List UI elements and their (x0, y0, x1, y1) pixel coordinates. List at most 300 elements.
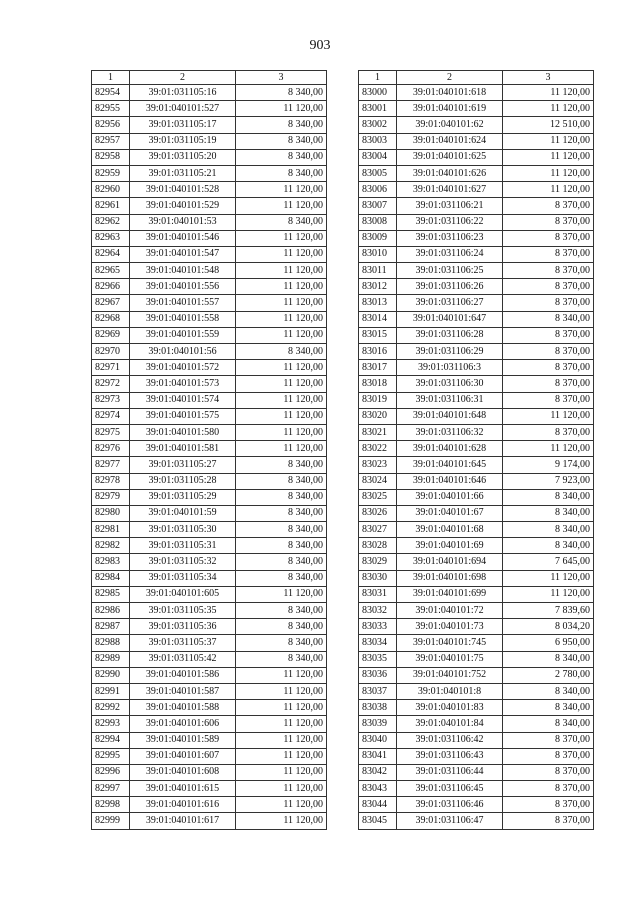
row-value: 7 923,00 (503, 473, 594, 489)
table-row (359, 408, 594, 424)
row-index: 82977 (92, 457, 130, 473)
table-row (92, 311, 327, 327)
row-value: 11 120,00 (236, 716, 327, 732)
row-index: 83032 (359, 603, 397, 619)
cadastral-number: 39:01:040101:557 (130, 295, 236, 311)
row-index: 82956 (92, 117, 130, 133)
cadastral-number: 39:01:040101:606 (130, 716, 236, 732)
row-index: 82971 (92, 360, 130, 376)
cadastral-number: 39:01:040101:84 (397, 716, 503, 732)
row-index: 82960 (92, 182, 130, 198)
row-index: 83006 (359, 182, 397, 198)
cadastral-number: 39:01:040101:546 (130, 230, 236, 246)
row-value: 8 370,00 (503, 327, 594, 343)
row-value: 8 370,00 (503, 424, 594, 440)
cadastral-number: 39:01:031106:31 (397, 392, 503, 408)
cadastral-number: 39:01:040101:556 (130, 279, 236, 295)
row-index: 83035 (359, 651, 397, 667)
cadastral-number: 39:01:040101:547 (130, 246, 236, 262)
row-value: 11 120,00 (503, 149, 594, 165)
table-row (359, 376, 594, 392)
table-row (359, 133, 594, 149)
row-value: 8 340,00 (236, 651, 327, 667)
table-row (359, 392, 594, 408)
cadastral-number: 39:01:040101:580 (130, 424, 236, 440)
cadastral-number: 39:01:040101:626 (397, 165, 503, 181)
table-row (92, 781, 327, 797)
cadastral-number: 39:01:040101:558 (130, 311, 236, 327)
header-row (359, 71, 594, 85)
row-index: 82963 (92, 230, 130, 246)
table-row (92, 295, 327, 311)
row-value: 11 120,00 (236, 700, 327, 716)
cadastral-number: 39:01:040101:625 (397, 149, 503, 165)
cadastral-number: 39:01:031105:28 (130, 473, 236, 489)
row-index: 83015 (359, 327, 397, 343)
row-index: 83030 (359, 570, 397, 586)
cadastral-number: 39:01:040101:745 (397, 635, 503, 651)
table-row (92, 392, 327, 408)
table-row (92, 473, 327, 489)
table-row (359, 473, 594, 489)
table-row (359, 424, 594, 440)
row-value: 8 370,00 (503, 813, 594, 829)
row-value: 8 340,00 (236, 133, 327, 149)
row-value: 11 120,00 (236, 295, 327, 311)
cadastral-number: 39:01:031105:27 (130, 457, 236, 473)
row-index: 83028 (359, 538, 397, 554)
table-row (92, 683, 327, 699)
row-value: 8 340,00 (236, 214, 327, 230)
row-index: 82973 (92, 392, 130, 408)
row-index: 83026 (359, 505, 397, 521)
row-index: 83044 (359, 797, 397, 813)
row-value: 8 370,00 (503, 344, 594, 360)
header-col-2: 2 (397, 71, 503, 85)
right-table-body (359, 85, 594, 830)
row-index: 83010 (359, 246, 397, 262)
header-col-3: 3 (503, 71, 594, 85)
row-value: 8 340,00 (236, 522, 327, 538)
cadastral-number: 39:01:031106:27 (397, 295, 503, 311)
header-row (92, 71, 327, 85)
row-value: 11 120,00 (503, 133, 594, 149)
row-index: 83011 (359, 263, 397, 279)
cadastral-number: 39:01:040101:589 (130, 732, 236, 748)
cadastral-number: 39:01:031105:37 (130, 635, 236, 651)
row-index: 82974 (92, 408, 130, 424)
row-value: 8 340,00 (503, 651, 594, 667)
row-value: 8 370,00 (503, 214, 594, 230)
row-value: 8 370,00 (503, 295, 594, 311)
table-row (92, 732, 327, 748)
row-value: 8 340,00 (236, 344, 327, 360)
row-index: 83012 (359, 279, 397, 295)
table-row (92, 716, 327, 732)
row-index: 83018 (359, 376, 397, 392)
cadastral-number: 39:01:040101:645 (397, 457, 503, 473)
row-index: 82983 (92, 554, 130, 570)
cadastral-number: 39:01:040101:646 (397, 473, 503, 489)
cadastral-number: 39:01:031106:28 (397, 327, 503, 343)
row-index: 82975 (92, 424, 130, 440)
header-col-2: 2 (130, 71, 236, 85)
cadastral-number: 39:01:040101:616 (130, 797, 236, 813)
row-value: 8 370,00 (503, 781, 594, 797)
cadastral-number: 39:01:031105:31 (130, 538, 236, 554)
row-index: 82967 (92, 295, 130, 311)
table-row (92, 748, 327, 764)
row-index: 82966 (92, 279, 130, 295)
row-index: 83022 (359, 441, 397, 457)
row-value: 11 120,00 (236, 408, 327, 424)
row-index: 82969 (92, 327, 130, 343)
row-value: 8 370,00 (503, 748, 594, 764)
row-value: 8 370,00 (503, 376, 594, 392)
row-value: 8 340,00 (236, 85, 327, 101)
row-index: 83005 (359, 165, 397, 181)
table-row (92, 246, 327, 262)
table-row (92, 424, 327, 440)
table-row (359, 198, 594, 214)
table-row (92, 198, 327, 214)
cadastral-number: 39:01:040101:607 (130, 748, 236, 764)
table-row (92, 263, 327, 279)
table-row (359, 85, 594, 101)
row-value: 8 370,00 (503, 360, 594, 376)
table-row (359, 344, 594, 360)
row-value: 7 645,00 (503, 554, 594, 570)
row-value: 8 370,00 (503, 263, 594, 279)
row-index: 82976 (92, 441, 130, 457)
table-row (92, 85, 327, 101)
row-index: 83021 (359, 424, 397, 440)
row-index: 83013 (359, 295, 397, 311)
row-index: 82981 (92, 522, 130, 538)
table-row (92, 570, 327, 586)
row-index: 82954 (92, 85, 130, 101)
cadastral-number: 39:01:040101:628 (397, 441, 503, 457)
table-row (359, 101, 594, 117)
row-index: 83038 (359, 700, 397, 716)
row-index: 82999 (92, 813, 130, 829)
row-index: 82964 (92, 246, 130, 262)
row-value: 8 340,00 (236, 149, 327, 165)
row-index: 83003 (359, 133, 397, 149)
cadastral-number: 39:01:040101:608 (130, 764, 236, 780)
row-value: 11 120,00 (236, 246, 327, 262)
cadastral-number: 39:01:040101:575 (130, 408, 236, 424)
row-value: 8 340,00 (236, 538, 327, 554)
cadastral-number: 39:01:040101:586 (130, 667, 236, 683)
table-row (359, 522, 594, 538)
row-value: 8 340,00 (236, 635, 327, 651)
row-value: 8 340,00 (236, 165, 327, 181)
cadastral-number: 39:01:031106:43 (397, 748, 503, 764)
row-index: 82959 (92, 165, 130, 181)
table-row (359, 667, 594, 683)
row-index: 83039 (359, 716, 397, 732)
row-value: 8 340,00 (236, 473, 327, 489)
table-row (92, 554, 327, 570)
row-value: 11 120,00 (236, 327, 327, 343)
cadastral-number: 39:01:031105:21 (130, 165, 236, 181)
row-index: 82986 (92, 603, 130, 619)
cadastral-number: 39:01:031106:30 (397, 376, 503, 392)
row-value: 11 120,00 (236, 230, 327, 246)
row-value: 8 340,00 (236, 570, 327, 586)
cadastral-number: 39:01:031105:34 (130, 570, 236, 586)
cadastral-number: 39:01:040101:647 (397, 311, 503, 327)
row-index: 83040 (359, 732, 397, 748)
cadastral-number: 39:01:040101:619 (397, 101, 503, 117)
cadastral-number: 39:01:040101:72 (397, 603, 503, 619)
row-value: 2 780,00 (503, 667, 594, 683)
row-index: 82992 (92, 700, 130, 716)
row-index: 82958 (92, 149, 130, 165)
table-row (359, 441, 594, 457)
row-value: 8 340,00 (503, 489, 594, 505)
cadastral-number: 39:01:040101:699 (397, 586, 503, 602)
row-value: 8 370,00 (503, 198, 594, 214)
table-row (359, 117, 594, 133)
row-value: 8 340,00 (503, 716, 594, 732)
table-row (92, 700, 327, 716)
row-value: 11 120,00 (503, 165, 594, 181)
table-row (359, 505, 594, 521)
header-col-1: 1 (359, 71, 397, 85)
row-index: 83029 (359, 554, 397, 570)
table-row (359, 683, 594, 699)
table-row (359, 246, 594, 262)
cadastral-number: 39:01:031105:19 (130, 133, 236, 149)
table-row (359, 538, 594, 554)
table-row (92, 619, 327, 635)
table-row (92, 522, 327, 538)
cadastral-number: 39:01:040101:528 (130, 182, 236, 198)
header-col-3: 3 (236, 71, 327, 85)
row-value: 8 340,00 (236, 554, 327, 570)
row-index: 82970 (92, 344, 130, 360)
table-row (92, 327, 327, 343)
row-index: 83025 (359, 489, 397, 505)
table-row (359, 716, 594, 732)
table-row (359, 489, 594, 505)
cadastral-number: 39:01:031106:42 (397, 732, 503, 748)
row-index: 82962 (92, 214, 130, 230)
row-index: 82997 (92, 781, 130, 797)
table-row (359, 230, 594, 246)
cadastral-number: 39:01:040101:529 (130, 198, 236, 214)
row-index: 83034 (359, 635, 397, 651)
row-index: 82982 (92, 538, 130, 554)
table-row (92, 797, 327, 813)
cadastral-number: 39:01:031105:20 (130, 149, 236, 165)
row-index: 83041 (359, 748, 397, 764)
cadastral-number: 39:01:040101:83 (397, 700, 503, 716)
cadastral-number: 39:01:040101:73 (397, 619, 503, 635)
row-index: 82991 (92, 683, 130, 699)
cadastral-number: 39:01:031106:44 (397, 764, 503, 780)
row-index: 82957 (92, 133, 130, 149)
row-value: 9 174,00 (503, 457, 594, 473)
row-index: 83037 (359, 683, 397, 699)
cadastral-number: 39:01:031106:46 (397, 797, 503, 813)
cadastral-number: 39:01:040101:66 (397, 489, 503, 505)
row-index: 82972 (92, 376, 130, 392)
table-row (92, 813, 327, 829)
table-row (92, 457, 327, 473)
row-index: 83009 (359, 230, 397, 246)
row-index: 82990 (92, 667, 130, 683)
row-index: 82961 (92, 198, 130, 214)
row-value: 11 120,00 (236, 586, 327, 602)
row-index: 82979 (92, 489, 130, 505)
cadastral-number: 39:01:040101:627 (397, 182, 503, 198)
row-value: 11 120,00 (236, 424, 327, 440)
cadastral-number: 39:01:031105:35 (130, 603, 236, 619)
table-row (92, 505, 327, 521)
cadastral-number: 39:01:031105:42 (130, 651, 236, 667)
row-value: 11 120,00 (503, 570, 594, 586)
row-value: 11 120,00 (236, 748, 327, 764)
row-index: 83019 (359, 392, 397, 408)
cadastral-number: 39:01:040101:694 (397, 554, 503, 570)
row-value: 11 120,00 (236, 101, 327, 117)
cadastral-number: 39:01:040101:581 (130, 441, 236, 457)
table-row (92, 538, 327, 554)
cadastral-number: 39:01:040101:617 (130, 813, 236, 829)
row-index: 82989 (92, 651, 130, 667)
table-row (92, 635, 327, 651)
row-value: 8 340,00 (503, 538, 594, 554)
table-row (92, 376, 327, 392)
table-row (359, 813, 594, 829)
cadastral-number: 39:01:031105:30 (130, 522, 236, 538)
row-index: 83001 (359, 101, 397, 117)
cadastral-number: 39:01:031106:21 (397, 198, 503, 214)
table-row (359, 651, 594, 667)
table-row (359, 457, 594, 473)
header-col-1: 1 (92, 71, 130, 85)
table-row (92, 165, 327, 181)
row-value: 8 370,00 (503, 797, 594, 813)
row-value: 11 120,00 (503, 182, 594, 198)
cadastral-number: 39:01:040101:588 (130, 700, 236, 716)
cadastral-number: 39:01:040101:67 (397, 505, 503, 521)
table-row (359, 311, 594, 327)
row-value: 12 510,00 (503, 117, 594, 133)
row-value: 11 120,00 (236, 781, 327, 797)
table-row (359, 781, 594, 797)
row-index: 83016 (359, 344, 397, 360)
row-index: 83024 (359, 473, 397, 489)
row-index: 82987 (92, 619, 130, 635)
cadastral-number: 39:01:040101:527 (130, 101, 236, 117)
cadastral-number: 39:01:040101:53 (130, 214, 236, 230)
row-index: 82994 (92, 732, 130, 748)
row-index: 82988 (92, 635, 130, 651)
row-index: 83031 (359, 586, 397, 602)
row-index: 83000 (359, 85, 397, 101)
cadastral-number: 39:01:031106:24 (397, 246, 503, 262)
cadastral-number: 39:01:040101:68 (397, 522, 503, 538)
table-row (92, 101, 327, 117)
cadastral-number: 39:01:040101:75 (397, 651, 503, 667)
row-value: 8 340,00 (236, 603, 327, 619)
row-index: 83002 (359, 117, 397, 133)
cadastral-number: 39:01:031106:29 (397, 344, 503, 360)
row-index: 83023 (359, 457, 397, 473)
row-value: 11 120,00 (236, 667, 327, 683)
row-index: 82965 (92, 263, 130, 279)
row-value: 11 120,00 (236, 360, 327, 376)
row-value: 11 120,00 (236, 797, 327, 813)
row-index: 83014 (359, 311, 397, 327)
row-index: 83004 (359, 149, 397, 165)
table-row (359, 149, 594, 165)
row-value: 11 120,00 (503, 101, 594, 117)
row-index: 82995 (92, 748, 130, 764)
row-index: 83020 (359, 408, 397, 424)
table-row (92, 149, 327, 165)
right-table (358, 70, 594, 830)
row-value: 8 370,00 (503, 392, 594, 408)
table-row (359, 732, 594, 748)
row-index: 83042 (359, 764, 397, 780)
cadastral-number: 39:01:031106:47 (397, 813, 503, 829)
cadastral-number: 39:01:040101:752 (397, 667, 503, 683)
cadastral-number: 39:01:040101:559 (130, 327, 236, 343)
table-row (359, 279, 594, 295)
cadastral-number: 39:01:031105:16 (130, 85, 236, 101)
table-row (359, 165, 594, 181)
table-row (359, 327, 594, 343)
cadastral-number: 39:01:040101:698 (397, 570, 503, 586)
row-index: 82993 (92, 716, 130, 732)
row-index: 82996 (92, 764, 130, 780)
cadastral-number: 39:01:031105:32 (130, 554, 236, 570)
table-row (359, 748, 594, 764)
row-index: 83043 (359, 781, 397, 797)
row-value: 8 340,00 (236, 619, 327, 635)
row-value: 8 034,20 (503, 619, 594, 635)
row-value: 11 120,00 (503, 85, 594, 101)
cadastral-number: 39:01:031105:29 (130, 489, 236, 505)
cadastral-number: 39:01:040101:56 (130, 344, 236, 360)
cadastral-number: 39:01:031105:17 (130, 117, 236, 133)
row-index: 83036 (359, 667, 397, 683)
cadastral-number: 39:01:040101:62 (397, 117, 503, 133)
row-value: 11 120,00 (503, 441, 594, 457)
table-row (359, 214, 594, 230)
cadastral-number: 39:01:031105:36 (130, 619, 236, 635)
row-index: 83017 (359, 360, 397, 376)
cadastral-number: 39:01:031106:32 (397, 424, 503, 440)
cadastral-number: 39:01:040101:618 (397, 85, 503, 101)
table-row (359, 570, 594, 586)
cadastral-number: 39:01:040101:615 (130, 781, 236, 797)
row-index: 83033 (359, 619, 397, 635)
table-row (92, 603, 327, 619)
table-row (92, 133, 327, 149)
row-value: 11 120,00 (503, 586, 594, 602)
cadastral-number: 39:01:040101:587 (130, 683, 236, 699)
table-row (359, 554, 594, 570)
left-table-body (92, 85, 327, 830)
row-index: 83027 (359, 522, 397, 538)
row-value: 8 370,00 (503, 246, 594, 262)
